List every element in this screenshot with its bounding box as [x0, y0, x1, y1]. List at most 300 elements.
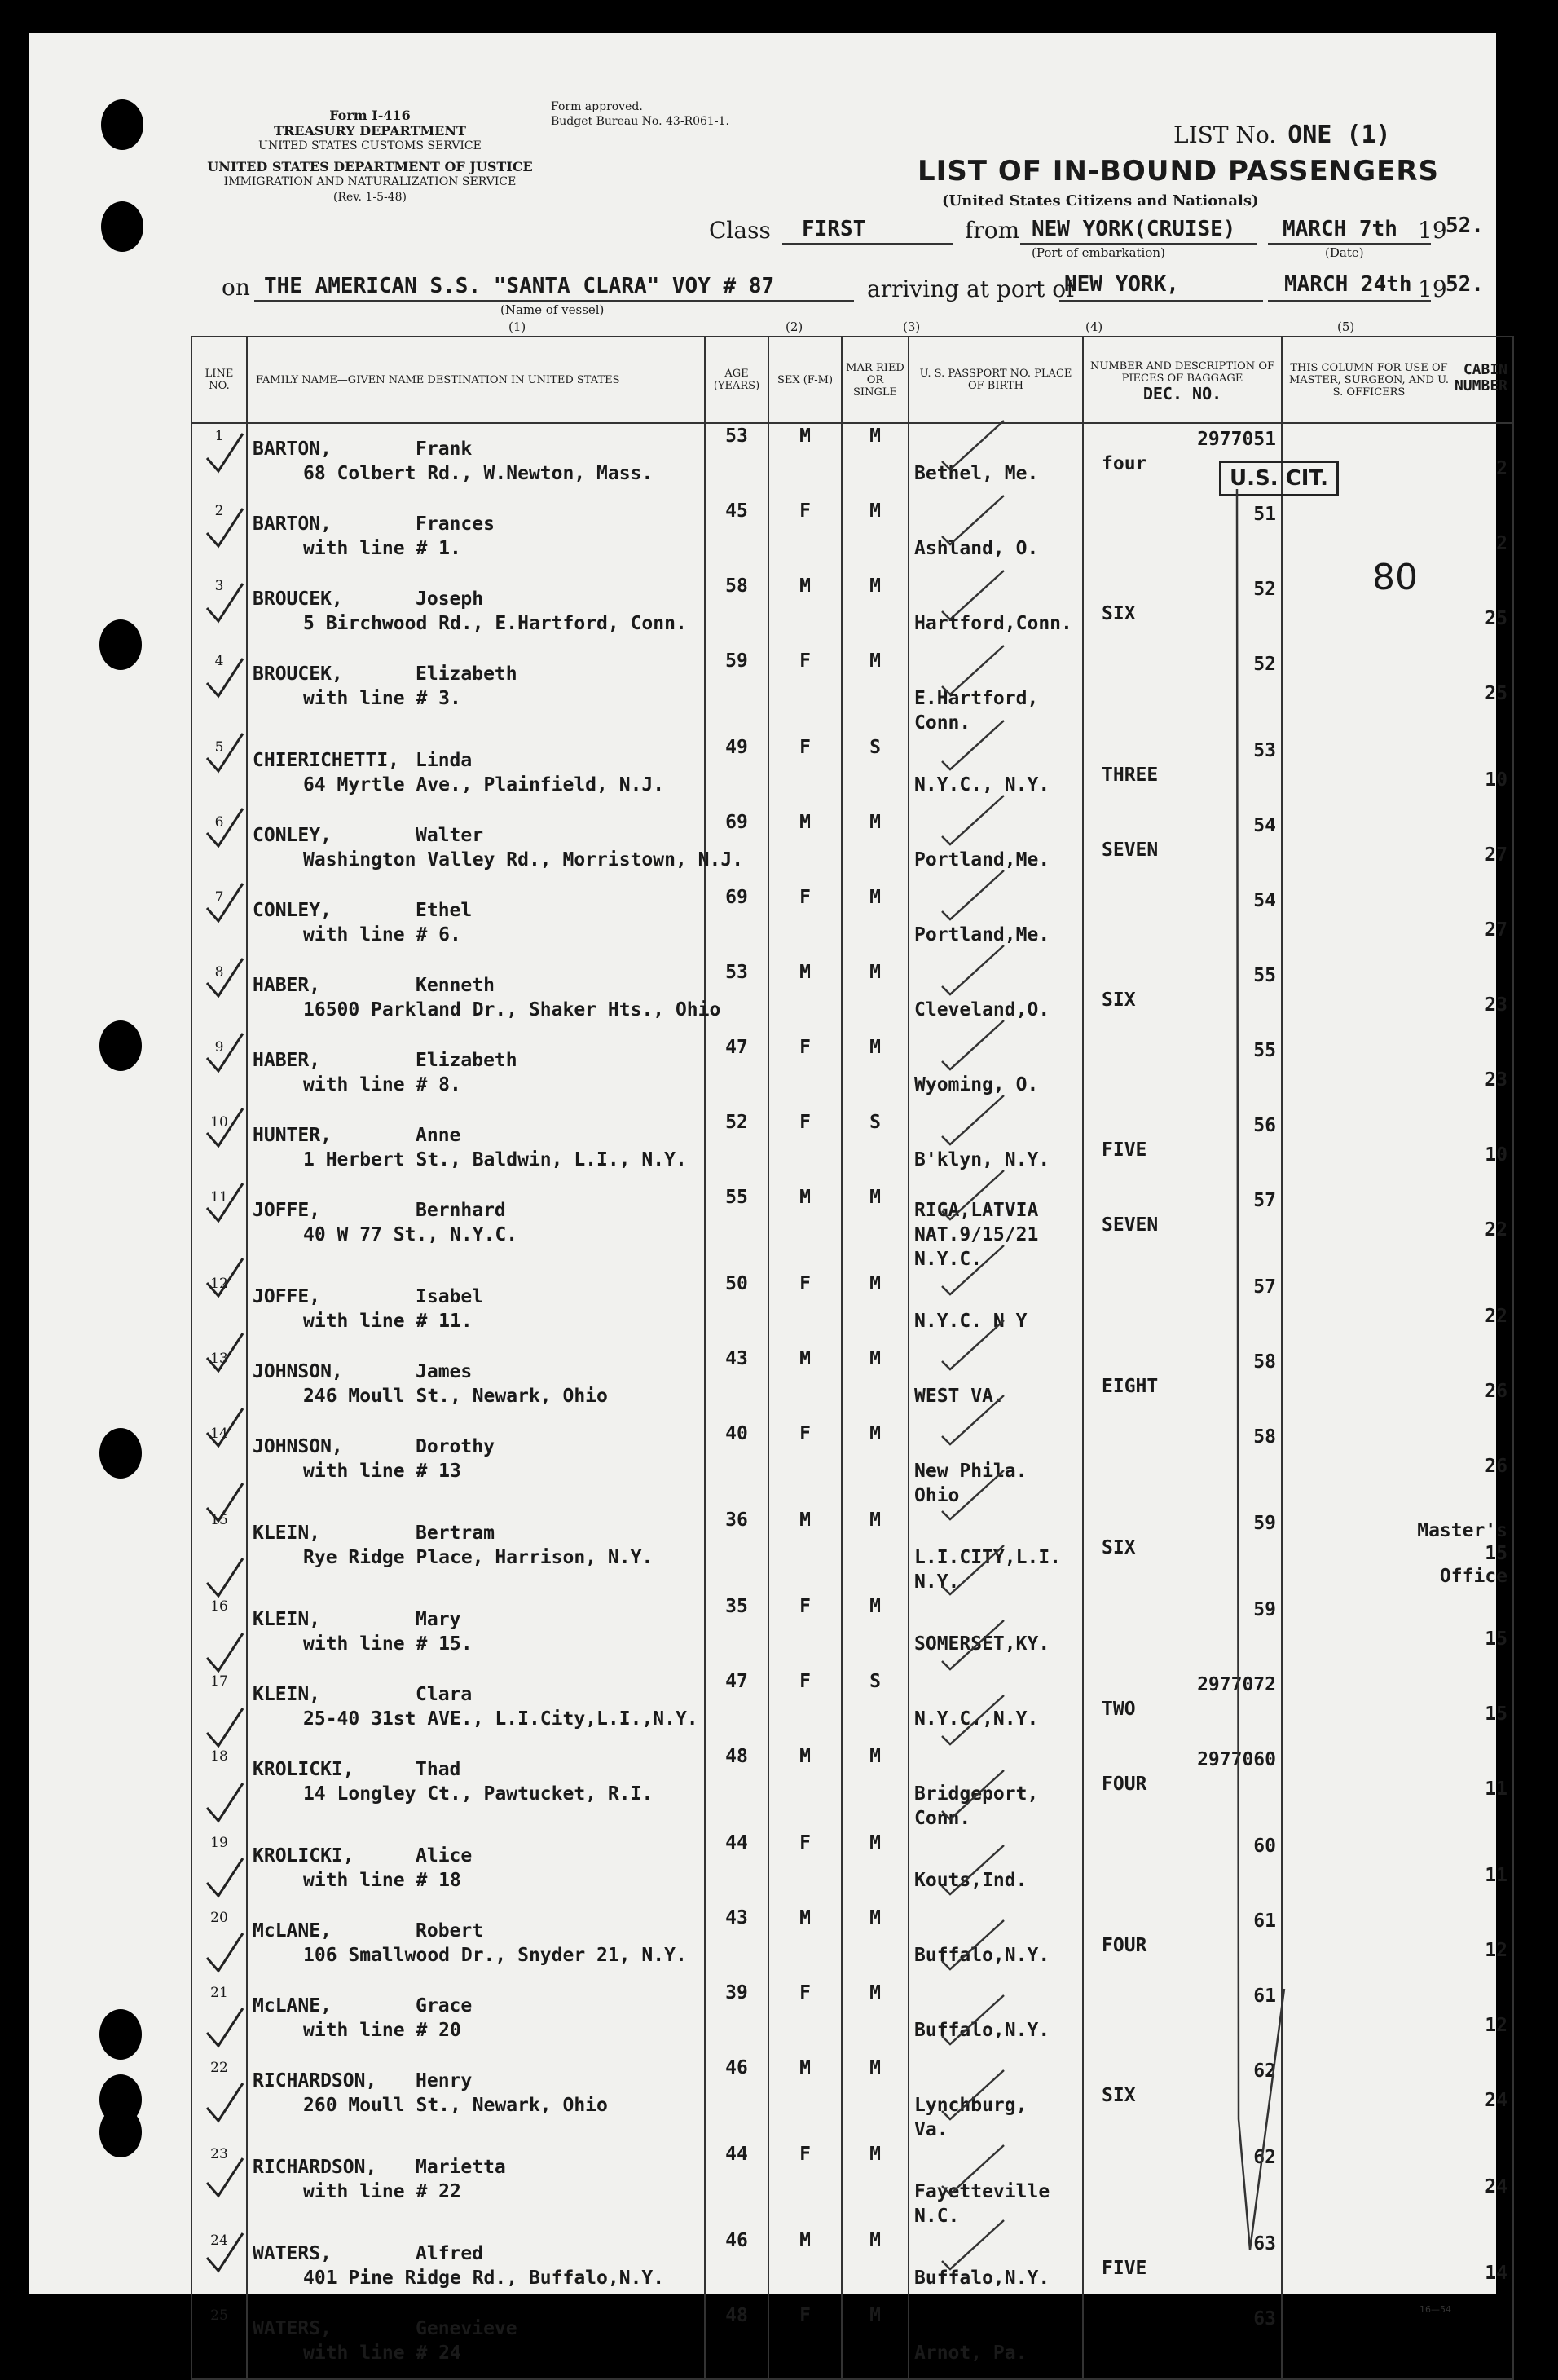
family-name: JOFFE,	[253, 1200, 321, 1221]
destination: 1 Herbert St., Baldwin, L.I., N.Y.	[303, 1149, 687, 1170]
from-port: NEW YORK(CRUISE)	[1032, 217, 1236, 241]
check-mark	[942, 1320, 1004, 1369]
given-name: Elizabeth	[416, 663, 517, 685]
sex: M	[768, 810, 842, 885]
line-number: 3	[191, 574, 247, 649]
family-name: BROUCEK,	[253, 588, 343, 610]
class-label: Class	[709, 217, 771, 244]
sex: F	[768, 1981, 842, 2056]
declaration-number: 59	[1253, 1599, 1276, 1620]
destination: with line # 20	[303, 2020, 461, 2041]
place-of-birth: Lynchburg,	[914, 2095, 1028, 2116]
sex: M	[768, 574, 842, 649]
cabin-number: 22	[1485, 1219, 1507, 1241]
check-mark	[942, 1995, 1004, 2044]
marital-status: M	[842, 1981, 909, 2056]
declaration-number: 54	[1253, 815, 1276, 836]
marital-status: M	[842, 423, 909, 499]
sex: F	[768, 2142, 842, 2228]
family-name: McLANE,	[253, 1995, 332, 2016]
given-name: Genevieve	[416, 2318, 517, 2339]
check-mark	[207, 1708, 243, 1746]
manifest-page	[29, 33, 1507, 2364]
header-married: MAR-RIED OR SINGLE	[842, 337, 909, 423]
header-baggage-label: NUMBER AND DESCRIPTION OF PIECES OF BAGGAGE	[1089, 359, 1274, 385]
check-mark	[942, 796, 1004, 844]
family-name: KLEIN,	[253, 1609, 321, 1630]
given-name: Mary	[416, 1609, 461, 1630]
destination: Rye Ridge Place, Harrison, N.Y.	[303, 1547, 654, 1568]
cabin-note: Master's	[1417, 1520, 1507, 1541]
sex: M	[768, 1185, 842, 1272]
family-name: WATERS,	[253, 2318, 332, 2339]
given-name: Anne	[416, 1125, 461, 1146]
handwritten-check-marks	[29, 33, 1496, 2294]
declaration-number: 61	[1253, 1986, 1276, 2007]
on-label: on	[222, 274, 250, 301]
immigration-service: IMMIGRATION AND NATURALIZATION SERVICE	[223, 175, 517, 188]
check-mark	[942, 1545, 1004, 1594]
line-number: 20	[191, 1906, 247, 1981]
place-of-birth: Kouts,Ind.	[914, 1870, 1028, 1891]
check-mark	[207, 1483, 243, 1521]
sex: F	[768, 1669, 842, 1744]
check-mark	[207, 1558, 243, 1596]
destination: 14 Longley Ct., Pawtucket, R.I.	[303, 1783, 654, 1805]
place-of-birth: Buffalo,N.Y.	[914, 2268, 1050, 2289]
place-of-birth: E.Hartford,	[914, 688, 1039, 709]
marital-status: S	[842, 1669, 909, 1744]
arrival-date: MARCH 24th	[1284, 272, 1412, 297]
customs-service: UNITED STATES CUSTOMS SERVICE	[258, 139, 482, 152]
family-name: KROLICKI,	[253, 1759, 354, 1780]
marital-status: M	[842, 2228, 909, 2303]
cabin-number: 11	[1485, 1865, 1507, 1886]
check-mark	[207, 509, 243, 546]
place-of-birth-line2: Ohio	[914, 1485, 960, 1506]
name-cell	[247, 2303, 705, 2379]
marital-status: M	[842, 2056, 909, 2142]
vessel-caption: (Name of vessel)	[500, 302, 605, 317]
header-baggage-typed: DEC. NO.	[1142, 383, 1222, 403]
sex: F	[768, 649, 842, 735]
cabin-number: 24	[1485, 2176, 1507, 2197]
cabin-number: 15	[1485, 1703, 1507, 1725]
check-mark	[942, 2145, 1004, 2194]
cabin-number: 27	[1485, 919, 1507, 941]
family-name: McLANE,	[253, 1920, 332, 1941]
cabin-number: 25	[1485, 608, 1507, 629]
marital-status: M	[842, 960, 909, 1035]
baggage-pieces: FIVE	[1102, 1139, 1147, 1161]
destination: with line # 3.	[303, 688, 461, 709]
place-of-birth: Buffalo,N.Y.	[914, 1945, 1050, 1966]
destination: 5 Birchwood Rd., E.Hartford, Conn.	[303, 613, 687, 634]
check-mark	[207, 1933, 243, 1971]
form-number: Form I-416	[329, 108, 411, 123]
place-of-birth-line2: N.C.	[914, 2206, 960, 2227]
check-mark	[207, 434, 243, 471]
place-of-birth: Ashland, O.	[914, 538, 1039, 559]
line-number: 5	[191, 735, 247, 810]
baggage-pieces: SIX	[1102, 2085, 1136, 2106]
age: 47	[705, 1035, 768, 1110]
cabin-number: 23	[1485, 1069, 1507, 1091]
family-name: RICHARDSON,	[253, 2157, 377, 2178]
place-of-birth: Fayetteville	[914, 2181, 1050, 2202]
destination: with line # 13	[303, 1461, 461, 1482]
place-of-birth: Cleveland,O.	[914, 999, 1050, 1020]
declaration-number: 58	[1253, 1426, 1276, 1448]
destination: with line # 1.	[303, 538, 461, 559]
given-name: Frank	[416, 439, 473, 460]
line-number: 16	[191, 1594, 247, 1669]
line-number: 25	[191, 2303, 247, 2379]
age: 35	[705, 1594, 768, 1669]
check-mark	[942, 1170, 1004, 1219]
cabin-number: 26	[1485, 1456, 1507, 1477]
given-name: Clara	[416, 1684, 473, 1705]
check-mark	[942, 1095, 1004, 1144]
age: 36	[705, 1508, 768, 1594]
age: 40	[705, 1421, 768, 1508]
check-mark	[207, 2008, 243, 2046]
declaration-number: 55	[1253, 965, 1276, 986]
declaration-number: 2977072	[1197, 1674, 1276, 1695]
declaration-number: 52	[1253, 654, 1276, 675]
cabin-number: 15	[1485, 1543, 1507, 1564]
line-number: 6	[191, 810, 247, 885]
sex: F	[768, 2303, 842, 2379]
age: 46	[705, 2056, 768, 2142]
destination: 260 Moull St., Newark, Ohio	[303, 2095, 608, 2116]
check-mark	[207, 959, 243, 996]
line-number: 22	[191, 2056, 247, 2142]
check-mark	[942, 421, 1004, 469]
sex: M	[768, 1346, 842, 1421]
check-mark	[207, 1333, 243, 1371]
family-name: JOHNSON,	[253, 1361, 343, 1382]
check-mark	[942, 1620, 1004, 1669]
sex: M	[768, 2228, 842, 2303]
check-mark	[942, 496, 1004, 544]
place-of-birth: Portland,Me.	[914, 849, 1050, 870]
cabin-number: 12	[1485, 2015, 1507, 2036]
baggage-pieces: SEVEN	[1102, 840, 1159, 861]
given-name: Grace	[416, 1995, 473, 2016]
check-mark	[942, 2070, 1004, 2119]
given-name: Elizabeth	[416, 1050, 517, 1071]
column-number: (2)	[786, 320, 803, 334]
baggage-pieces: SIX	[1102, 603, 1136, 624]
marital-status: M	[842, 1831, 909, 1906]
table-row	[191, 2303, 1513, 2379]
baggage-cell	[1083, 2303, 1282, 2379]
revision-date: (Rev. 1-5-48)	[333, 191, 407, 204]
year-suffix: 52.	[1446, 214, 1484, 238]
age: 44	[705, 2142, 768, 2228]
baggage-pieces: FOUR	[1102, 1935, 1147, 1956]
marital-status: M	[842, 1346, 909, 1421]
cabin-number: 26	[1485, 1381, 1507, 1402]
place-of-birth: Hartford,Conn.	[914, 613, 1072, 634]
destination: with line # 24	[303, 2343, 461, 2364]
place-of-birth: Wyoming, O.	[914, 1074, 1039, 1095]
age: 69	[705, 810, 768, 885]
destination: 401 Pine Ridge Rd., Buffalo,N.Y.	[303, 2268, 665, 2289]
destination: 68 Colbert Rd., W.Newton, Mass.	[303, 463, 654, 484]
line-number: 13	[191, 1346, 247, 1421]
sex: F	[768, 1272, 842, 1346]
destination: 16500 Parkland Dr., Shaker Hts., Ohio	[303, 999, 721, 1020]
baggage-pieces: FOUR	[1102, 1774, 1147, 1795]
marital-status: M	[842, 1906, 909, 1981]
age: 45	[705, 499, 768, 574]
marital-status: M	[842, 1035, 909, 1110]
given-name: Isabel	[416, 1286, 484, 1307]
given-name: Joseph	[416, 588, 484, 610]
sex: F	[768, 1594, 842, 1669]
family-name: HUNTER,	[253, 1125, 332, 1146]
cabin-number: 23	[1485, 994, 1507, 1016]
declaration-number: 58	[1253, 1351, 1276, 1373]
given-name: Alfred	[416, 2243, 484, 2264]
place-of-birth: WEST VA.	[914, 1386, 1005, 1407]
year-prefix: 19	[1418, 217, 1447, 244]
given-name: Bernhard	[416, 1200, 506, 1221]
header-sex: SEX (F-M)	[768, 337, 842, 423]
sex: F	[768, 499, 842, 574]
place-of-birth-line2: Conn.	[914, 712, 971, 734]
check-mark	[207, 1034, 243, 1071]
destination: with line # 11.	[303, 1311, 473, 1332]
age: 43	[705, 1906, 768, 1981]
marital-status: M	[842, 1272, 909, 1346]
place-of-birth: Portland,Me.	[914, 924, 1050, 945]
header-age: AGE (YEARS)	[705, 337, 768, 423]
check-mark	[942, 870, 1004, 919]
destination: with line # 15.	[303, 1633, 473, 1655]
check-mark	[207, 584, 243, 621]
check-mark	[942, 1395, 1004, 1444]
place-of-birth: Arnot, Pa.	[914, 2343, 1028, 2364]
check-mark	[207, 1183, 243, 1221]
cabin-number: 2	[1496, 533, 1507, 554]
marital-status: M	[842, 1744, 909, 1831]
line-number: 14	[191, 1421, 247, 1508]
check-mark	[207, 1858, 243, 1896]
declaration-number: 61	[1253, 1911, 1276, 1932]
place-of-birth: Bridgeport,	[914, 1783, 1039, 1805]
marital-status: M	[842, 499, 909, 574]
cabin-number	[1287, 2303, 1507, 2336]
marital-status: S	[842, 735, 909, 810]
from-label: from	[965, 217, 1020, 244]
destination: with line # 8.	[303, 1074, 461, 1095]
given-name: Kenneth	[416, 975, 495, 996]
baggage-pieces: FIVE	[1102, 2258, 1147, 2279]
arrival-port: NEW YORK,	[1064, 272, 1179, 297]
check-mark	[942, 1845, 1004, 1894]
marital-status: M	[842, 810, 909, 885]
baggage-pieces: SIX	[1102, 1537, 1136, 1558]
place-of-birth: N.Y.C.,N.Y.	[914, 1708, 1039, 1730]
sex: F	[768, 1110, 842, 1185]
us-citizen-stamp: U.S. CIT.	[1219, 461, 1339, 496]
baggage-pieces: EIGHT	[1102, 1376, 1159, 1397]
cabin-number: 25	[1485, 683, 1507, 704]
place-of-birth-line2: Va.	[914, 2119, 948, 2140]
declaration-number: 53	[1253, 740, 1276, 761]
form-approved: Form approved.	[551, 100, 643, 113]
pen-line	[1237, 489, 1284, 2250]
sex: F	[768, 1831, 842, 1906]
destination: 40 W 77 St., N.Y.C.	[303, 1224, 518, 1245]
sex: F	[768, 1421, 842, 1508]
column-number: (1)	[508, 320, 526, 334]
destination: Washington Valley Rd., Morristown, N.J.	[303, 849, 744, 870]
cabin-number: 22	[1485, 1306, 1507, 1327]
destination: with line # 6.	[303, 924, 461, 945]
check-mark	[942, 721, 1004, 769]
sex: M	[768, 960, 842, 1035]
age: 49	[705, 735, 768, 810]
check-mark	[942, 571, 1004, 619]
given-name: Robert	[416, 1920, 484, 1941]
family-name: JOFFE,	[253, 1286, 321, 1307]
age: 48	[705, 2303, 768, 2379]
sex: M	[768, 1906, 842, 1981]
check-mark	[942, 945, 1004, 994]
cabin-number: 24	[1485, 2090, 1507, 2111]
header-name-label: FAMILY NAME—GIVEN NAME DESTINATION IN UNITED STATES	[256, 373, 620, 386]
class-value: FIRST	[802, 217, 866, 241]
family-name: BARTON,	[253, 439, 332, 460]
from-date: MARCH 7th	[1283, 217, 1397, 241]
check-mark	[207, 1108, 243, 1146]
check-mark	[942, 1470, 1004, 1519]
check-mark	[207, 1783, 243, 1821]
marital-status: S	[842, 1110, 909, 1185]
given-name: Frances	[416, 513, 495, 535]
sex: M	[768, 423, 842, 499]
age: 53	[705, 423, 768, 499]
handwritten-number: 80	[1372, 557, 1418, 598]
arriving-label: arriving at port of	[867, 275, 1075, 302]
given-name: Marietta	[416, 2157, 506, 2178]
place-of-birth: SOMERSET,KY.	[914, 1633, 1050, 1655]
age: 53	[705, 960, 768, 1035]
place-of-birth-line2: Conn.	[914, 1808, 971, 1829]
sex: M	[768, 1508, 842, 1594]
line-number: 21	[191, 1981, 247, 2056]
baggage-pieces: THREE	[1102, 765, 1159, 786]
check-mark	[207, 2083, 243, 2121]
check-mark	[207, 2158, 243, 2196]
declaration-number: 60	[1253, 1836, 1276, 1857]
marital-status: M	[842, 2303, 909, 2379]
place-of-birth: Bethel, Me.	[914, 463, 1039, 484]
check-mark	[207, 1633, 243, 1671]
marital-status: M	[842, 1594, 909, 1669]
place-of-birth-cell	[909, 2303, 1083, 2379]
family-name: HABER,	[253, 975, 321, 996]
declaration-number: 63	[1253, 2308, 1276, 2329]
destination: 106 Smallwood Dr., Snyder 21, N.Y.	[303, 1945, 687, 1966]
page-title: LIST OF IN-BOUND PASSENGERS	[918, 155, 1439, 187]
page-subtitle: (United States Citizens and Nationals)	[942, 192, 1259, 209]
declaration-number: 57	[1253, 1276, 1276, 1298]
declaration-number: 52	[1253, 579, 1276, 600]
given-name: Henry	[416, 2070, 473, 2091]
footer-code: 16—54	[1419, 2304, 1451, 2315]
family-name: RICHARDSON,	[253, 2070, 377, 2091]
given-name: Alice	[416, 1845, 473, 1867]
declaration-number: 62	[1253, 2060, 1276, 2082]
destination: with line # 18	[303, 1870, 461, 1891]
line-number: 18	[191, 1744, 247, 1831]
line-number: 17	[191, 1669, 247, 1744]
list-number-value: ONE (1)	[1287, 121, 1391, 149]
given-name: Ethel	[416, 900, 473, 921]
line-number: 23	[191, 2142, 247, 2228]
list-number-label: LIST No.	[1173, 121, 1277, 148]
age: 44	[705, 1831, 768, 1906]
baggage-pieces: four	[1102, 453, 1147, 474]
age: 55	[705, 1185, 768, 1272]
check-mark	[207, 884, 243, 921]
age: 58	[705, 574, 768, 649]
marital-status: M	[842, 1185, 909, 1272]
budget-bureau: Budget Bureau No. 43-R061-1.	[551, 115, 729, 128]
check-mark	[207, 659, 243, 696]
place-of-birth-line2: NAT.9/15/21	[914, 1224, 1039, 1245]
age: 39	[705, 1981, 768, 2056]
header-cabin: CABIN NUMBER	[1454, 361, 1507, 394]
destination: 64 Myrtle Ave., Plainfield, N.J.	[303, 774, 665, 796]
age: 52	[705, 1110, 768, 1185]
destination: 25-40 31st AVE., L.I.City,L.I.,N.Y.	[303, 1708, 698, 1730]
place-of-birth: New Phila.	[914, 1461, 1028, 1482]
date-caption: (Date)	[1325, 245, 1364, 260]
marital-status: M	[842, 2142, 909, 2228]
column-number: (5)	[1337, 320, 1355, 334]
check-mark	[207, 2233, 243, 2271]
age: 59	[705, 649, 768, 735]
department-of-justice: UNITED STATES DEPARTMENT OF JUSTICE	[207, 159, 533, 174]
cabin-number: 15	[1485, 1629, 1507, 1650]
declaration-number: 62	[1253, 2147, 1276, 2168]
header-officers-label: THIS COLUMN FOR USE OF MASTER, SURGEON, AND U. S. OFFICERS	[1288, 361, 1450, 399]
family-name: CONLEY,	[253, 900, 332, 921]
family-name: HABER,	[253, 1050, 321, 1071]
declaration-number: 56	[1253, 1115, 1276, 1136]
check-mark	[942, 1920, 1004, 1969]
column-number: (4)	[1085, 320, 1103, 334]
declaration-number: 54	[1253, 890, 1276, 911]
age: 48	[705, 1744, 768, 1831]
given-name: Bertram	[416, 1523, 495, 1544]
marital-status: M	[842, 1421, 909, 1508]
line-number: 10	[191, 1110, 247, 1185]
line-number: 1	[191, 423, 247, 499]
baggage-pieces: SEVEN	[1102, 1214, 1159, 1236]
cabin-number: 10	[1485, 769, 1507, 791]
check-mark	[207, 809, 243, 846]
family-name: CHIERICHETTI,	[253, 750, 400, 771]
given-name: Thad	[416, 1759, 461, 1780]
age: 69	[705, 885, 768, 960]
